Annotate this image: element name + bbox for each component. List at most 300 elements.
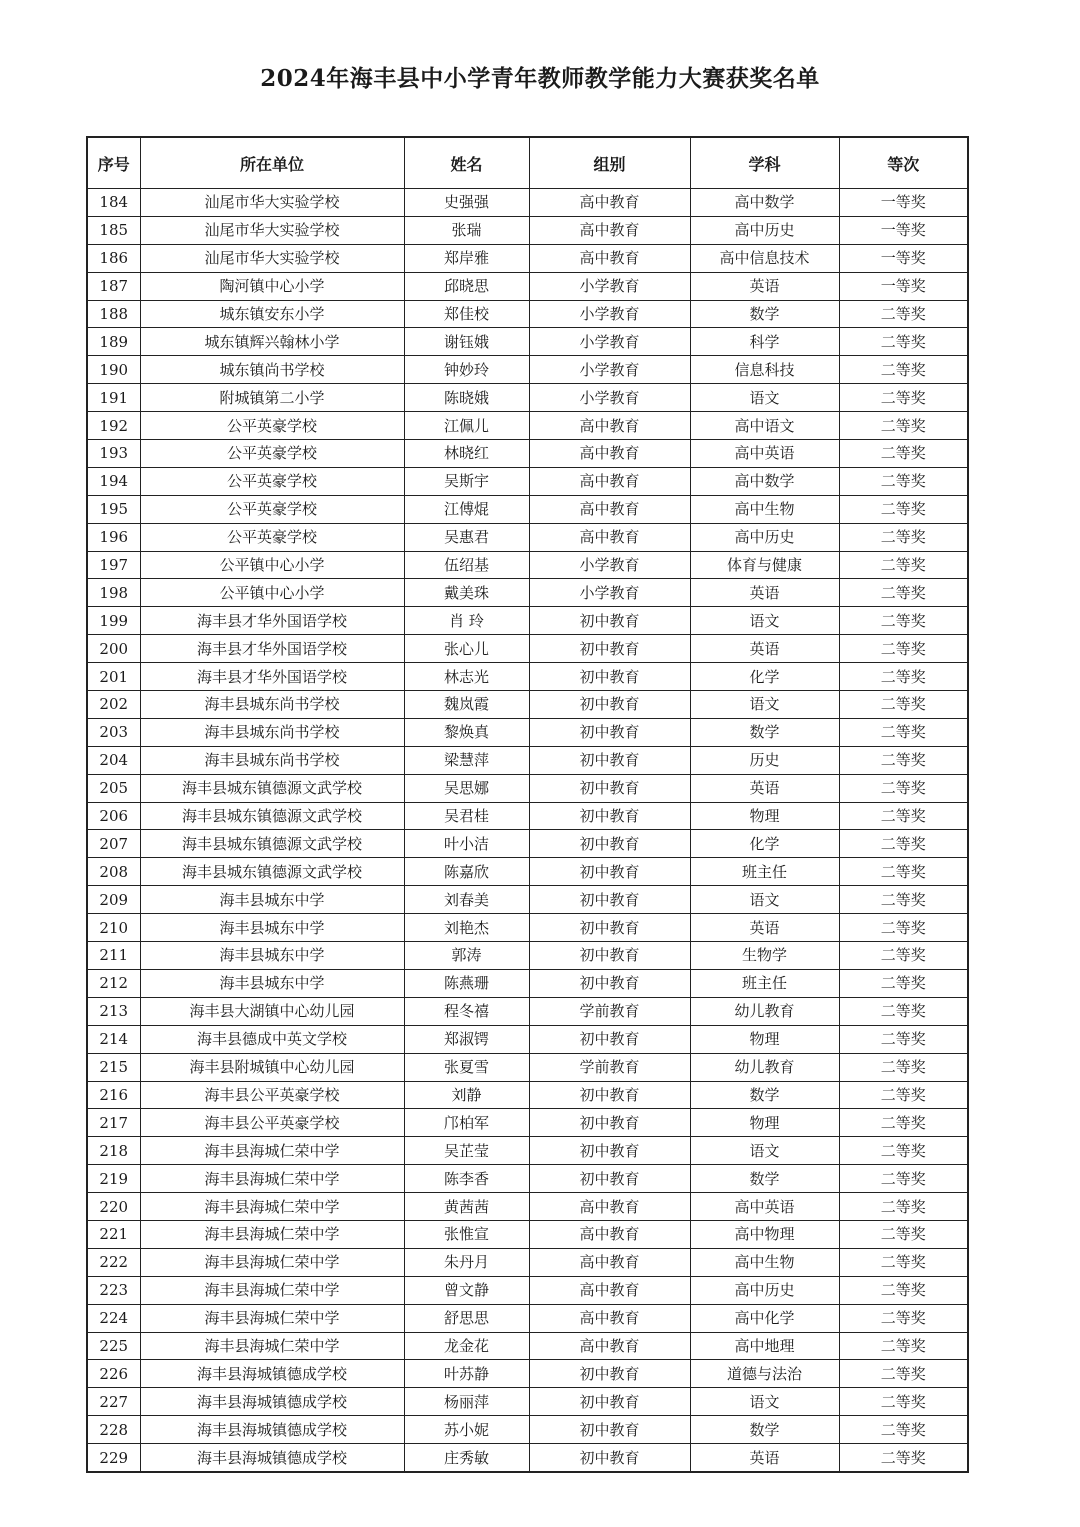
table-row [87,523,968,551]
table-row [87,718,968,746]
row-subject-cell: 语文 [690,886,839,914]
row-group-cell: 初中教育 [529,830,690,858]
row-unit-cell: 海丰县海城仁荣中学 [140,1193,404,1221]
row-rank-cell: 二等奖 [839,969,968,997]
row-unit-cell: 公平镇中心小学 [140,551,404,579]
row-subject-cell: 数学 [690,1081,839,1109]
row-group-cell: 初中教育 [529,858,690,886]
row-name-cell: 朱丹月 [404,1248,529,1276]
row-index-cell: 201 [87,663,140,691]
row-subject-cell: 语文 [690,607,839,635]
table-row [87,1220,968,1248]
row-index-cell: 185 [87,216,140,244]
row-name-cell: 曾文静 [404,1276,529,1304]
table-body [87,189,968,1472]
row-name-cell: 黎焕真 [404,718,529,746]
row-subject-cell: 高中英语 [690,440,839,468]
row-group-cell: 高中教育 [529,216,690,244]
header-group: 组别 [529,137,690,189]
row-rank-cell: 二等奖 [839,440,968,468]
row-subject-cell: 数学 [690,1416,839,1444]
row-subject-cell: 化学 [690,830,839,858]
row-name-cell: 张惟宣 [404,1220,529,1248]
row-rank-cell: 二等奖 [839,579,968,607]
row-group-cell: 小学教育 [529,272,690,300]
row-unit-cell: 城东镇安东小学 [140,300,404,328]
header-rank: 等次 [839,137,968,189]
row-unit-cell: 海丰县城东中学 [140,914,404,942]
row-index-cell: 228 [87,1416,140,1444]
row-index-cell: 212 [87,969,140,997]
row-subject-cell: 科学 [690,328,839,356]
row-group-cell: 高中教育 [529,1220,690,1248]
table-row [87,1332,968,1360]
row-name-cell: 江傅焜 [404,495,529,523]
row-subject-cell: 数学 [690,300,839,328]
row-index-cell: 229 [87,1444,140,1472]
row-subject-cell: 生物学 [690,942,839,970]
row-rank-cell: 二等奖 [839,914,968,942]
table-row [87,495,968,523]
header-unit: 所在单位 [140,137,404,189]
row-rank-cell: 二等奖 [839,858,968,886]
row-rank-cell: 二等奖 [839,356,968,384]
row-unit-cell: 海丰县公平英豪学校 [140,1081,404,1109]
row-rank-cell: 二等奖 [839,1416,968,1444]
row-name-cell: 程冬禧 [404,997,529,1025]
table-row [87,579,968,607]
row-unit-cell: 汕尾市华大实验学校 [140,244,404,272]
row-unit-cell: 海丰县城东尚书学校 [140,691,404,719]
table-row [87,1444,968,1472]
row-subject-cell: 高中语文 [690,412,839,440]
row-group-cell: 高中教育 [529,495,690,523]
table-row [87,216,968,244]
row-index-cell: 218 [87,1137,140,1165]
row-index-cell: 192 [87,412,140,440]
row-name-cell: 梁慧萍 [404,746,529,774]
row-unit-cell: 城东镇辉兴翰林小学 [140,328,404,356]
row-name-cell: 林晓红 [404,440,529,468]
row-unit-cell: 公平英豪学校 [140,467,404,495]
row-subject-cell: 幼儿教育 [690,1053,839,1081]
row-group-cell: 小学教育 [529,328,690,356]
row-rank-cell: 二等奖 [839,523,968,551]
row-name-cell: 肖 玲 [404,607,529,635]
table-row [87,1360,968,1388]
table-header-row [87,137,968,189]
row-group-cell: 初中教育 [529,1025,690,1053]
row-group-cell: 初中教育 [529,663,690,691]
row-index-cell: 202 [87,691,140,719]
row-unit-cell: 海丰县城东尚书学校 [140,718,404,746]
row-rank-cell: 二等奖 [839,551,968,579]
row-group-cell: 高中教育 [529,189,690,217]
row-index-cell: 204 [87,746,140,774]
row-name-cell: 杨丽萍 [404,1388,529,1416]
row-index-cell: 225 [87,1332,140,1360]
header-index: 序号 [87,137,140,189]
table-row [87,858,968,886]
row-index-cell: 188 [87,300,140,328]
row-rank-cell: 二等奖 [839,1276,968,1304]
row-index-cell: 187 [87,272,140,300]
row-unit-cell: 海丰县大湖镇中心幼儿园 [140,997,404,1025]
row-index-cell: 223 [87,1276,140,1304]
row-subject-cell: 物理 [690,1109,839,1137]
table-row [87,189,968,217]
row-subject-cell: 英语 [690,579,839,607]
row-group-cell: 初中教育 [529,942,690,970]
row-index-cell: 190 [87,356,140,384]
row-subject-cell: 高中历史 [690,1276,839,1304]
table-row [87,830,968,858]
row-unit-cell: 海丰县海城镇德成学校 [140,1388,404,1416]
row-subject-cell: 英语 [690,1444,839,1472]
row-name-cell: 郑淑锷 [404,1025,529,1053]
row-unit-cell: 公平英豪学校 [140,523,404,551]
row-name-cell: 吴芷莹 [404,1137,529,1165]
table-row [87,1137,968,1165]
row-unit-cell: 海丰县海城仁荣中学 [140,1276,404,1304]
row-subject-cell: 幼儿教育 [690,997,839,1025]
row-rank-cell: 一等奖 [839,189,968,217]
row-index-cell: 198 [87,579,140,607]
row-name-cell: 叶小洁 [404,830,529,858]
row-subject-cell: 数学 [690,1165,839,1193]
table-row [87,300,968,328]
row-index-cell: 219 [87,1165,140,1193]
row-unit-cell: 海丰县海城镇德成学校 [140,1444,404,1472]
row-rank-cell: 二等奖 [839,1220,968,1248]
row-subject-cell: 历史 [690,746,839,774]
row-rank-cell: 二等奖 [839,1388,968,1416]
row-unit-cell: 海丰县海城镇德成学校 [140,1416,404,1444]
row-rank-cell: 二等奖 [839,495,968,523]
row-index-cell: 210 [87,914,140,942]
row-group-cell: 初中教育 [529,1081,690,1109]
row-group-cell: 高中教育 [529,523,690,551]
row-subject-cell: 英语 [690,635,839,663]
table-row [87,1025,968,1053]
table-row [87,774,968,802]
table-row [87,1248,968,1276]
row-unit-cell: 海丰县才华外国语学校 [140,663,404,691]
row-index-cell: 213 [87,997,140,1025]
row-index-cell: 215 [87,1053,140,1081]
row-subject-cell: 体育与健康 [690,551,839,579]
row-index-cell: 193 [87,440,140,468]
row-subject-cell: 英语 [690,914,839,942]
header-name: 姓名 [404,137,529,189]
row-group-cell: 高中教育 [529,1248,690,1276]
row-name-cell: 叶苏静 [404,1360,529,1388]
table-row [87,1165,968,1193]
row-group-cell: 初中教育 [529,969,690,997]
row-rank-cell: 二等奖 [839,802,968,830]
row-name-cell: 郑岸雅 [404,244,529,272]
row-index-cell: 224 [87,1304,140,1332]
table-row [87,1109,968,1137]
row-subject-cell: 班主任 [690,858,839,886]
row-index-cell: 200 [87,635,140,663]
table-row [87,272,968,300]
row-name-cell: 苏小妮 [404,1416,529,1444]
row-subject-cell: 高中历史 [690,523,839,551]
table-row [87,1081,968,1109]
row-name-cell: 吴君桂 [404,802,529,830]
award-list-table [86,136,969,1473]
table-row [87,691,968,719]
row-name-cell: 龙金花 [404,1332,529,1360]
row-index-cell: 217 [87,1109,140,1137]
row-index-cell: 221 [87,1220,140,1248]
row-unit-cell: 陶河镇中心小学 [140,272,404,300]
row-rank-cell: 二等奖 [839,1165,968,1193]
table-row [87,244,968,272]
table-row [87,997,968,1025]
table-row [87,663,968,691]
row-group-cell: 初中教育 [529,1388,690,1416]
row-subject-cell: 班主任 [690,969,839,997]
table-row [87,551,968,579]
row-subject-cell: 高中化学 [690,1304,839,1332]
table-row [87,1304,968,1332]
row-group-cell: 高中教育 [529,1304,690,1332]
row-rank-cell: 二等奖 [839,746,968,774]
row-group-cell: 小学教育 [529,356,690,384]
header-subject: 学科 [690,137,839,189]
row-unit-cell: 海丰县附城镇中心幼儿园 [140,1053,404,1081]
row-unit-cell: 海丰县海城仁荣中学 [140,1248,404,1276]
row-subject-cell: 语文 [690,1388,839,1416]
row-group-cell: 初中教育 [529,1109,690,1137]
row-subject-cell: 高中地理 [690,1332,839,1360]
row-group-cell: 高中教育 [529,467,690,495]
row-rank-cell: 一等奖 [839,216,968,244]
row-rank-cell: 二等奖 [839,1109,968,1137]
row-rank-cell: 二等奖 [839,830,968,858]
row-index-cell: 226 [87,1360,140,1388]
row-index-cell: 209 [87,886,140,914]
row-name-cell: 林志光 [404,663,529,691]
row-name-cell: 黄茜茜 [404,1193,529,1221]
row-group-cell: 学前教育 [529,1053,690,1081]
row-rank-cell: 二等奖 [839,635,968,663]
row-subject-cell: 英语 [690,272,839,300]
row-rank-cell: 二等奖 [839,942,968,970]
row-index-cell: 194 [87,467,140,495]
row-group-cell: 小学教育 [529,579,690,607]
row-subject-cell: 高中生物 [690,495,839,523]
row-index-cell: 197 [87,551,140,579]
row-group-cell: 高中教育 [529,440,690,468]
row-unit-cell: 汕尾市华大实验学校 [140,216,404,244]
row-group-cell: 初中教育 [529,691,690,719]
row-group-cell: 初中教育 [529,802,690,830]
row-subject-cell: 语文 [690,691,839,719]
row-name-cell: 邱晓思 [404,272,529,300]
table-row [87,440,968,468]
row-unit-cell: 海丰县海城仁荣中学 [140,1220,404,1248]
row-rank-cell: 二等奖 [839,384,968,412]
row-rank-cell: 二等奖 [839,1360,968,1388]
row-subject-cell: 高中生物 [690,1248,839,1276]
row-index-cell: 227 [87,1388,140,1416]
row-rank-cell: 二等奖 [839,774,968,802]
row-group-cell: 学前教育 [529,997,690,1025]
row-group-cell: 小学教育 [529,384,690,412]
table-row [87,356,968,384]
table-row [87,1053,968,1081]
row-group-cell: 高中教育 [529,1332,690,1360]
row-index-cell: 214 [87,1025,140,1053]
row-rank-cell: 二等奖 [839,691,968,719]
row-unit-cell: 公平镇中心小学 [140,579,404,607]
row-index-cell: 207 [87,830,140,858]
row-name-cell: 郭涛 [404,942,529,970]
row-index-cell: 195 [87,495,140,523]
table-row [87,746,968,774]
row-rank-cell: 二等奖 [839,1053,968,1081]
row-unit-cell: 海丰县海城仁荣中学 [140,1304,404,1332]
row-rank-cell: 二等奖 [839,300,968,328]
row-subject-cell: 语文 [690,1137,839,1165]
row-unit-cell: 城东镇尚书学校 [140,356,404,384]
row-group-cell: 初中教育 [529,635,690,663]
row-name-cell: 陈燕珊 [404,969,529,997]
row-name-cell: 吴斯宇 [404,467,529,495]
row-index-cell: 211 [87,942,140,970]
row-rank-cell: 二等奖 [839,997,968,1025]
row-unit-cell: 海丰县海城仁荣中学 [140,1332,404,1360]
row-unit-cell: 海丰县海城仁荣中学 [140,1137,404,1165]
row-index-cell: 208 [87,858,140,886]
row-name-cell: 钟妙玲 [404,356,529,384]
row-group-cell: 初中教育 [529,1444,690,1472]
row-group-cell: 高中教育 [529,1276,690,1304]
row-rank-cell: 二等奖 [839,1332,968,1360]
row-subject-cell: 高中物理 [690,1220,839,1248]
row-name-cell: 史强强 [404,189,529,217]
row-subject-cell: 高中数学 [690,189,839,217]
row-rank-cell: 二等奖 [839,1081,968,1109]
row-group-cell: 小学教育 [529,300,690,328]
row-unit-cell: 公平英豪学校 [140,440,404,468]
row-name-cell: 陈嘉欣 [404,858,529,886]
row-rank-cell: 二等奖 [839,1193,968,1221]
row-rank-cell: 二等奖 [839,1137,968,1165]
row-index-cell: 199 [87,607,140,635]
row-name-cell: 吴思娜 [404,774,529,802]
table-row [87,969,968,997]
row-unit-cell: 海丰县海城镇德成学校 [140,1360,404,1388]
row-subject-cell: 数学 [690,718,839,746]
row-subject-cell: 高中英语 [690,1193,839,1221]
row-rank-cell: 二等奖 [839,1304,968,1332]
row-index-cell: 186 [87,244,140,272]
row-unit-cell: 海丰县城东中学 [140,942,404,970]
row-name-cell: 张夏雪 [404,1053,529,1081]
row-index-cell: 220 [87,1193,140,1221]
row-subject-cell: 物理 [690,802,839,830]
row-unit-cell: 海丰县才华外国语学校 [140,635,404,663]
row-unit-cell: 公平英豪学校 [140,412,404,440]
table-row [87,412,968,440]
row-group-cell: 初中教育 [529,914,690,942]
row-rank-cell: 一等奖 [839,272,968,300]
row-index-cell: 222 [87,1248,140,1276]
row-group-cell: 高中教育 [529,412,690,440]
row-index-cell: 216 [87,1081,140,1109]
row-group-cell: 初中教育 [529,1416,690,1444]
table-row [87,1193,968,1221]
row-group-cell: 初中教育 [529,774,690,802]
row-name-cell: 刘静 [404,1081,529,1109]
row-group-cell: 初中教育 [529,1165,690,1193]
row-unit-cell: 海丰县才华外国语学校 [140,607,404,635]
row-unit-cell: 海丰县城东尚书学校 [140,746,404,774]
row-rank-cell: 二等奖 [839,718,968,746]
row-subject-cell: 高中数学 [690,467,839,495]
row-subject-cell: 信息科技 [690,356,839,384]
row-name-cell: 谢钰娥 [404,328,529,356]
row-group-cell: 高中教育 [529,1193,690,1221]
table-row [87,1416,968,1444]
row-index-cell: 206 [87,802,140,830]
row-unit-cell: 海丰县城东镇德源文武学校 [140,802,404,830]
row-index-cell: 203 [87,718,140,746]
row-name-cell: 陈李香 [404,1165,529,1193]
row-unit-cell: 海丰县城东镇德源文武学校 [140,830,404,858]
row-name-cell: 江佩儿 [404,412,529,440]
row-index-cell: 189 [87,328,140,356]
row-group-cell: 小学教育 [529,551,690,579]
row-rank-cell: 二等奖 [839,886,968,914]
table-row [87,635,968,663]
row-name-cell: 刘艳杰 [404,914,529,942]
row-group-cell: 初中教育 [529,1137,690,1165]
row-subject-cell: 高中信息技术 [690,244,839,272]
table-row [87,328,968,356]
table-row [87,914,968,942]
row-rank-cell: 二等奖 [839,1444,968,1472]
row-name-cell: 戴美珠 [404,579,529,607]
row-unit-cell: 汕尾市华大实验学校 [140,189,404,217]
row-unit-cell: 海丰县公平英豪学校 [140,1109,404,1137]
table-row [87,1276,968,1304]
row-subject-cell: 物理 [690,1025,839,1053]
row-unit-cell: 海丰县海城仁荣中学 [140,1165,404,1193]
row-unit-cell: 海丰县城东中学 [140,969,404,997]
row-name-cell: 伍绍基 [404,551,529,579]
row-subject-cell: 英语 [690,774,839,802]
row-group-cell: 高中教育 [529,244,690,272]
row-subject-cell: 道德与法治 [690,1360,839,1388]
row-index-cell: 184 [87,189,140,217]
row-rank-cell: 二等奖 [839,1248,968,1276]
row-index-cell: 196 [87,523,140,551]
table-row [87,384,968,412]
row-rank-cell: 二等奖 [839,663,968,691]
row-index-cell: 205 [87,774,140,802]
row-name-cell: 刘春美 [404,886,529,914]
row-name-cell: 魏岚霞 [404,691,529,719]
row-unit-cell: 公平英豪学校 [140,495,404,523]
row-rank-cell: 二等奖 [839,328,968,356]
row-unit-cell: 海丰县德成中英文学校 [140,1025,404,1053]
row-rank-cell: 二等奖 [839,607,968,635]
